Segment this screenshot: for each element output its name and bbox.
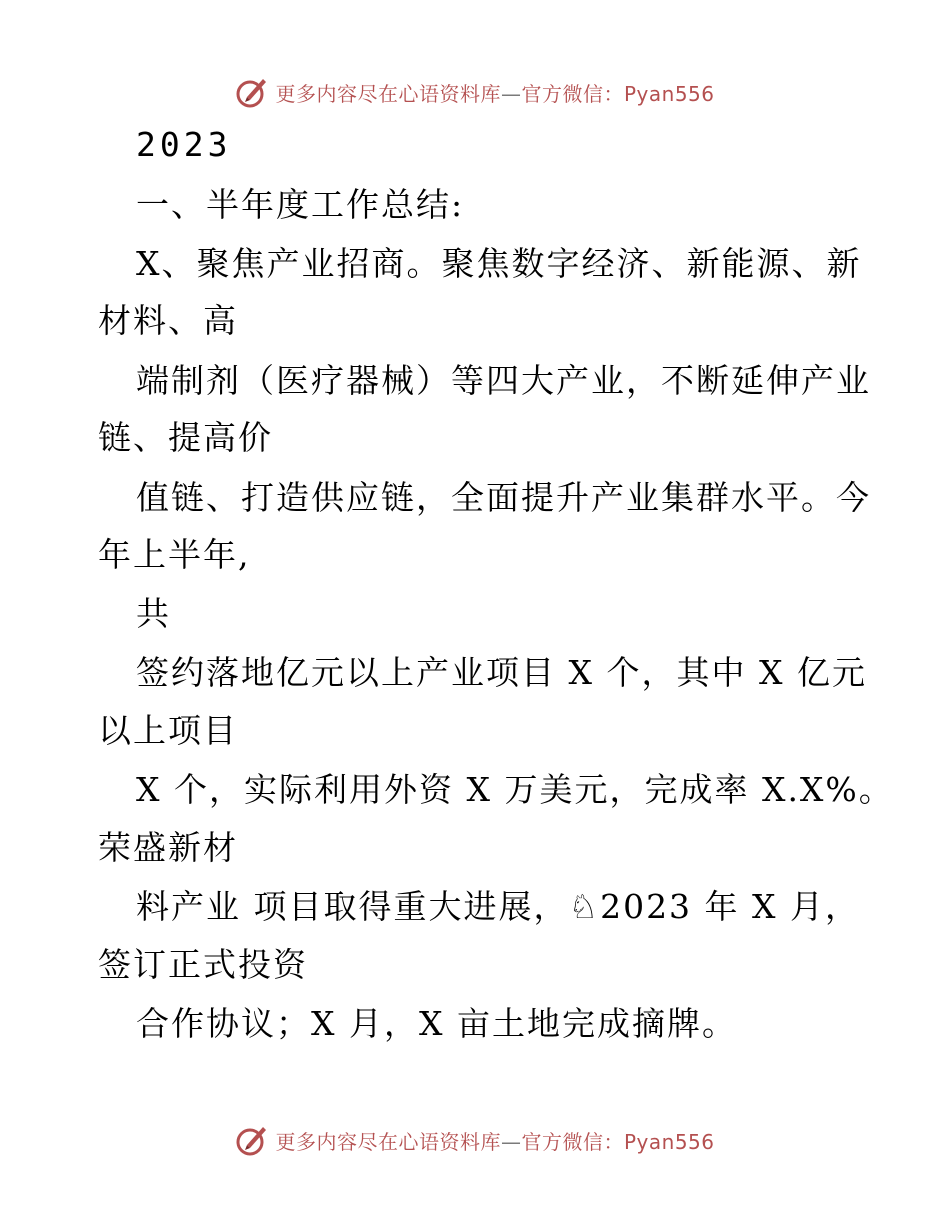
footer-banner <box>0 1120 950 1160</box>
body-line: 共 <box>136 594 171 633</box>
pen-logo-icon <box>235 1123 269 1157</box>
body-line: X、聚焦产业招商。聚焦数字经济、新能源、新 <box>136 244 862 283</box>
body-line: 以上项目 <box>98 711 238 750</box>
pen-logo-icon <box>235 75 269 109</box>
body-line: 签约落地亿元以上产业项目 X 个，其中 X 亿元 <box>136 653 867 692</box>
body-line: X 个，实际利用外资 X 万美元，完成率 X.X%。 <box>136 770 894 809</box>
body-line: 年上半年, <box>98 535 251 574</box>
body-line: 合作协议；X 月，X 亩土地完成摘牌。 <box>136 1004 737 1043</box>
header-separator: — <box>500 81 522 106</box>
header-banner <box>0 72 950 112</box>
body-line: 料产业 项目取得重大进展，♘2023 年 X 月， <box>136 887 861 926</box>
body-line: 一、半年度工作总结: <box>136 185 465 224</box>
footer-wechat-label: 官方微信： <box>521 1129 624 1154</box>
body-line: 材料、高 <box>98 301 238 340</box>
footer-wechat-id: Pyan556 <box>623 1129 715 1154</box>
body-line: 值链、打造供应链，全面提升产业集群水平。今 <box>136 478 871 517</box>
body-line: 端制剂（医疗器械）等四大产业，不断延伸产业 <box>136 361 871 400</box>
body-line: 链、提高价 <box>98 418 273 457</box>
body-line: 签订正式投资 <box>98 945 308 984</box>
body-line: 荣盛新材 <box>98 828 238 867</box>
footer-separator: — <box>500 1129 522 1154</box>
footer-brand: 更多内容尽在心语资料库 <box>275 1129 501 1154</box>
header-wechat-label: 官方微信： <box>521 81 624 106</box>
header-wechat-id: Pyan556 <box>623 81 715 106</box>
header-brand: 更多内容尽在心语资料库 <box>275 81 501 106</box>
body-line: 2023 <box>136 125 232 164</box>
